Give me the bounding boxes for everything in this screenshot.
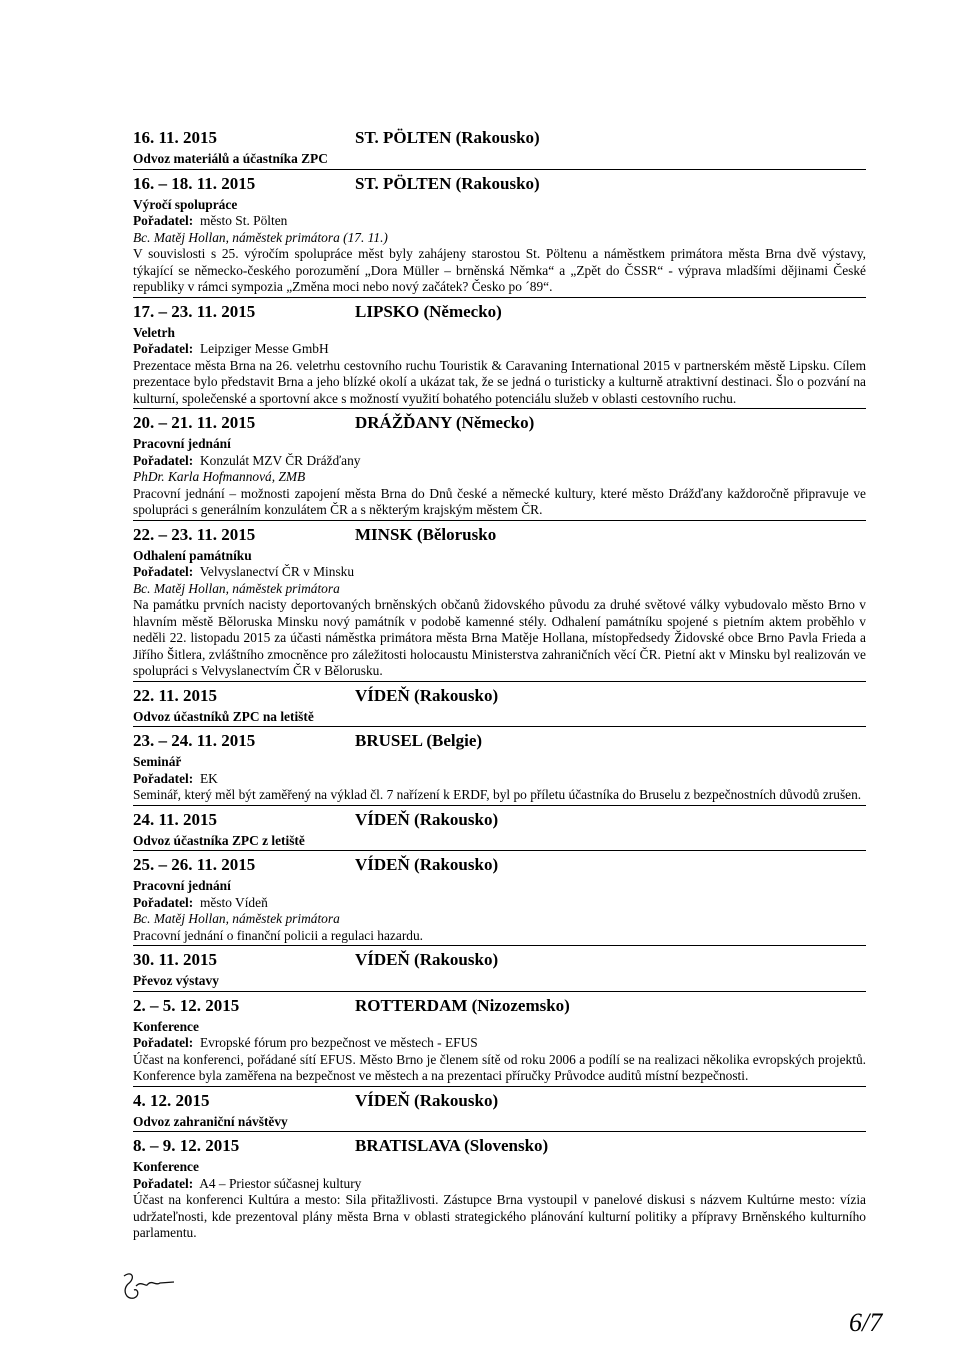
entry-date: 4. 12. 2015	[133, 1090, 210, 1110]
entry-type: Konference	[133, 1159, 199, 1174]
trip-entry	[133, 130, 866, 170]
entry-date: 8. – 9. 12. 2015	[133, 1136, 240, 1155]
entry-participant: PhDr. Karla Hofmannová, ZMB	[133, 469, 306, 484]
organizer-label: Pořadatel:	[133, 1035, 194, 1050]
entry-type: Odvoz materiálů a účastníka ZPC	[133, 151, 328, 166]
organizer-label: Pořadatel:	[133, 564, 194, 579]
entry-place: ST. PÖLTEN (Rakousko)	[355, 173, 540, 193]
entry-type: Převoz výstavy	[133, 973, 219, 988]
entry-type: Odhalení památníku	[133, 547, 252, 563]
trip-entry	[133, 415, 866, 521]
entry-description: Účast na konferenci Kultúra a mesto: Sila přitažlivosti. Zástupce Brna vystoupil v panelové diskusi s názvem Kultúrne mesto: vízia udržateľnosti, kde prezentoval plány města Brna v oblasti strategického plánování kulturní politiky a přípravy Brněnského kulturního parlamentu.	[133, 1192, 866, 1240]
entry-header	[133, 301, 866, 325]
entry-date: 17. – 23. 11. 2015	[133, 301, 256, 321]
entry-description: Pracovní jednání – možnosti zapojení města Brna do Dnů české a německé kultury, které město Drážďany každoročně připravuje ve spolupráci s generálním konzulátem ČR a s některým krajským městem ČR.	[133, 485, 866, 517]
trip-entry	[133, 1090, 866, 1133]
entry-place: VÍDEŇ (Rakousko)	[355, 855, 499, 874]
entry-date: 23. – 24. 11. 2015	[133, 731, 256, 750]
entry-description: Účast na konferenci, pořádané sítí EFUS. Město Brno je členem sítě od roku 2006 a podílí se na realizaci několika evropských projektů. Konference byla zaměřena na bezpečnost ve městech a na prezentaci příručky Průvodce auditů místní bezpečnosti.	[133, 1051, 866, 1083]
entry-organizer	[133, 771, 866, 788]
entry-header	[133, 1090, 866, 1114]
entry-header	[133, 685, 866, 709]
entry-organizer	[133, 341, 866, 358]
entry-header	[133, 524, 866, 548]
entry-organizer	[133, 1176, 866, 1193]
entry-date: 16. 11. 2015	[133, 128, 218, 147]
entry-type: Veletrh	[133, 324, 175, 340]
trip-entry	[133, 733, 866, 806]
entry-date: 22. 11. 2015	[133, 685, 218, 705]
entry-type: Pracovní jednání	[133, 436, 231, 451]
trip-entry	[133, 857, 866, 946]
entry-header	[133, 173, 866, 197]
organizer-label: Pořadatel:	[133, 770, 194, 786]
entry-organizer	[133, 564, 866, 581]
entry-place: VÍDEŇ (Rakousko)	[355, 1090, 499, 1110]
trip-entry	[133, 809, 866, 852]
entry-header	[133, 130, 866, 151]
entry-organizer	[133, 1035, 866, 1052]
entry-date: 2. – 5. 12. 2015	[133, 995, 240, 1015]
entry-description: V souvislosti s 25. výročím spolupráce měst byly zahájeny starostou St. Pöltenu a náměstkem primátora města Brna dvě výstavy, týkající se německo-českého porozumění „Dora Müller – brněnská Němka“ a „Zpět do ČSSR“ - výprava mladšími dějinami České republiky v rámci sympozia „Změna moci nebo nový začátek? Česko po ´89“.	[133, 246, 866, 294]
entry-type: Výročí spolupráce	[133, 196, 238, 212]
entry-participant: Bc. Matěj Hollan, náměstek primátora	[133, 911, 340, 926]
entry-place: ST. PÖLTEN (Rakousko)	[355, 128, 540, 147]
organizer-label: Pořadatel:	[133, 1175, 194, 1191]
entry-participant: Bc. Matěj Hollan, náměstek primátora (17. 11.)	[133, 229, 388, 245]
trip-entry	[133, 995, 866, 1087]
trip-entry	[133, 685, 866, 728]
entry-description: Pracovní jednání o finanční policii a regulaci hazardu.	[133, 927, 424, 943]
entry-header	[133, 952, 866, 973]
entry-organizer	[133, 453, 866, 470]
organizer-label: Pořadatel:	[133, 452, 194, 468]
entry-place: BRUSEL (Belgie)	[355, 731, 483, 750]
organizer-label: Pořadatel:	[133, 341, 194, 356]
entry-header	[133, 857, 866, 878]
entry-place: VÍDEŇ (Rakousko)	[355, 950, 499, 969]
entry-header	[133, 733, 866, 754]
trip-entry	[133, 301, 866, 410]
entry-type: Odvoz zahraniční návštěvy	[133, 1113, 288, 1129]
organizer-name: EK	[199, 770, 218, 786]
entry-header	[133, 1138, 866, 1159]
entry-organizer	[133, 895, 866, 912]
entry-place: VÍDEŇ (Rakousko)	[355, 809, 499, 829]
entry-place: VÍDEŇ (Rakousko)	[355, 685, 499, 705]
organizer-label: Pořadatel:	[133, 894, 194, 910]
page-number: 6/7	[849, 1308, 883, 1337]
entry-date: 20. – 21. 11. 2015	[133, 413, 256, 432]
entry-place: MINSK (Bělorusko	[355, 524, 497, 544]
entry-place: DRÁŽĎANY (Německo)	[355, 413, 535, 432]
entry-type: Pracovní jednání	[133, 878, 231, 893]
trip-entry	[133, 1138, 866, 1243]
organizer-name: A4 – Priestor súčasnej kultury	[199, 1175, 362, 1191]
entry-date: 24. 11. 2015	[133, 809, 218, 829]
trip-entry	[133, 173, 866, 298]
entry-type: Seminář	[133, 754, 182, 769]
entry-header	[133, 809, 866, 833]
organizer-name: Leipziger Messe GmbH	[199, 341, 329, 356]
trip-entry	[133, 524, 866, 682]
organizer-name: Velvyslanectví ČR v Minsku	[199, 564, 355, 579]
entry-date: 25. – 26. 11. 2015	[133, 855, 256, 874]
entry-description: Prezentace města Brna na 26. veletrhu cestovního ruchu Touristik & Caravaning International 2015 v partnerském městě Lipsku. Cílem prezentace bylo představit Brna a jeho blízké okolí a ukázat tak, že se jedná o turisticky a kulturně atraktivní destinaci. Šlo o pozvání na kulturní, společenské a sportovní akce s možností využití bohatého potenciálu služeb v oblasti cestovního ruchu.	[133, 357, 866, 406]
trip-entry	[133, 952, 866, 992]
organizer-name: Konzulát MZV ČR Drážďany	[199, 452, 361, 468]
handwritten-signature	[118, 1268, 178, 1308]
entry-participant: Bc. Matěj Hollan, náměstek primátora	[133, 580, 340, 596]
entry-type: Odvoz účastníků ZPC na letiště	[133, 708, 314, 724]
organizer-name: město St. Pölten	[199, 213, 288, 228]
entry-type: Odvoz účastníka ZPC z letiště	[133, 832, 305, 848]
entry-type: Konference	[133, 1018, 199, 1034]
organizer-name: Evropské fórum pro bezpečnost ve městech - EFUS	[199, 1035, 478, 1050]
entry-header	[133, 995, 866, 1019]
entry-header	[133, 415, 866, 436]
entry-date: 30. 11. 2015	[133, 950, 218, 969]
entry-date: 16. – 18. 11. 2015	[133, 173, 256, 193]
entry-place: LIPSKO (Německo)	[355, 301, 502, 321]
entry-place: BRATISLAVA (Slovensko)	[355, 1136, 549, 1155]
organizer-name: město Vídeň	[199, 894, 268, 910]
entry-organizer	[133, 213, 866, 230]
organizer-label: Pořadatel:	[133, 213, 194, 228]
entry-description: Seminář, který měl být zaměřený na výklad čl. 7 nařízení k ERDF, byl po příletu účastníka do Bruselu z bezpečnostních důvodů zrušen.	[133, 787, 862, 802]
entry-place: ROTTERDAM (Nizozemsko)	[355, 995, 570, 1015]
entry-date: 22. – 23. 11. 2015	[133, 524, 256, 544]
document-body	[133, 130, 866, 1243]
entry-description: Na památku prvních nacisty deportovaných brněnských občanů židovského původu za druhé světové války vybudovalo město Brno v hlavním městě Běloruska Minsku nový památník v podobě kamenné stély. Odhalení památníku spojené s pietním aktem proběhlo v neděli 22. listopadu 2015 za účasti náměstka primátora města Brna Matěje Hollana, místopředsedy Židovské obce Brno Pavla Frieda a Jiřího Šitlera, zvláštního zmocněnce pro záležitosti holocaustu Ministerstva zahraničních věcí ČR. Pietní akt v Minsku byl realizován ve spolupráci s Velvyslanectvím ČR v Bělorusku.	[133, 597, 866, 678]
